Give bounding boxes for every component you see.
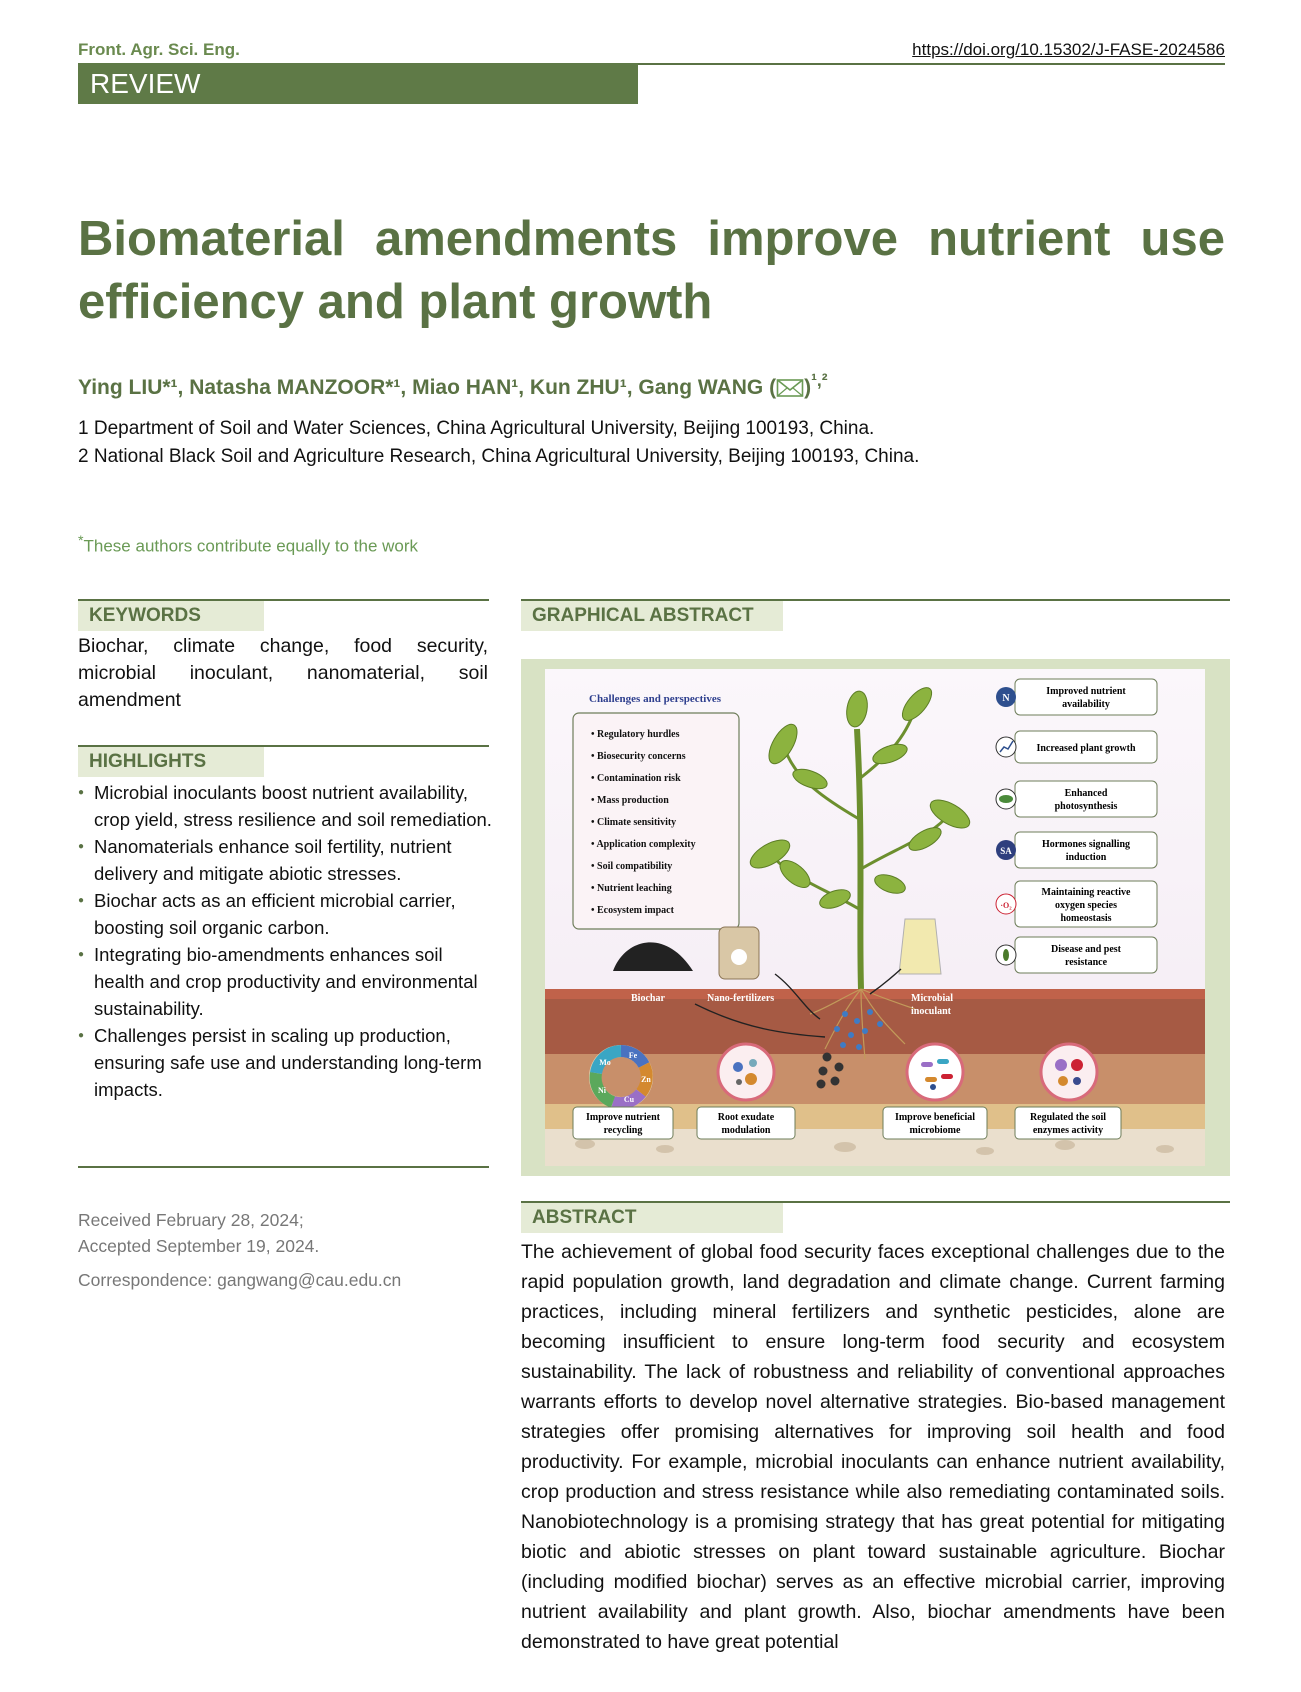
journal-name: Front. Agr. Sci. Eng. (78, 40, 240, 59)
author-affil-sup: ¹,² (811, 370, 828, 390)
label-biochar: Biochar (631, 993, 665, 1004)
svg-text:Zn: Zn (641, 1075, 651, 1084)
doi-link[interactable]: https://doi.org/10.15302/J-FASE-2024586 (912, 40, 1225, 59)
abstract-heading: ABSTRACT (521, 1203, 783, 1233)
svg-text:Improve nutrient: Improve nutrient (586, 1112, 660, 1123)
article-type-banner: REVIEW (78, 63, 638, 104)
highlights-list (78, 779, 498, 1103)
affiliation-2: 2 National Black Soil and Agriculture Research, China Agricultural University, Beijing 100193, China. (78, 446, 920, 467)
svg-text:Fe: Fe (628, 1051, 638, 1060)
challenge-item: • Contamination risk (591, 773, 681, 784)
root-exudate-icon (718, 1044, 774, 1100)
highlights-heading: HIGHLIGHTS (78, 747, 264, 777)
bag-emblem (731, 949, 747, 965)
accepted-date: Accepted September 19, 2024. (78, 1236, 320, 1256)
graphical-abstract-figure (545, 669, 1205, 1166)
svg-text:·O₂: ·O₂ (1000, 901, 1012, 910)
abstract-text: The achievement of global food security faces exceptional challenges due to the rapid population growth, land degradation and climate change. Current farming practices, including mineral fertilizers and synthetic pesticides, alone are becoming insufficient to ensure long-term food security and ecosystem sustainability. The lack of robustness and reliability of conventional approaches warrants efforts to develop novel alternative strategies. Bio-based management strategies offer promising alternatives for improving soil health and food productivity. For example, microbial inoculants can enhance nutrient availability, crop production and stress resistance while also remediating contaminated soils. Nanobiotechnology is a promising strategy that has great potential for mitigating biotic and abiotic stresses on plant toward sustainable agriculture. Biochar (including modified biochar) serves as an effective microbial carrier, improving nutrient availability and plant growth. Also, biochar amendments have been demonstrated to have great potential (521, 1241, 1225, 1653)
soil-layer-1 (545, 999, 1205, 1054)
soil-effect-box (1015, 1107, 1121, 1139)
challenge-item: • Mass production (591, 795, 669, 806)
asterisk: * (78, 533, 84, 549)
keywords-text: Biochar, climate change, food security, microbial inoculant, nanomaterial, soil amendment (78, 635, 488, 711)
author-list (78, 370, 828, 400)
benefit-item (996, 832, 1157, 868)
highlight-item: ● Nanomaterials enhance soil fertility, nutrient delivery and mitigate abiotic stresses. (78, 833, 498, 887)
affiliation-1: 1 Department of Soil and Water Sciences, China Agricultural University, Beijing 100193, China. (78, 418, 875, 439)
soil-effect-box (573, 1107, 673, 1139)
challenge-item: • Application complexity (591, 839, 696, 850)
highlight-item: ● Challenges persist in scaling up production, ensuring safe use and understanding long-term impacts. (78, 1022, 498, 1103)
email-icon-wrap[interactable]: ( ) (769, 376, 812, 399)
author-names: Ying LIU*¹, Natasha MANZOOR*¹, Miao HAN¹, Kun ZHU¹, Gang WANG (78, 376, 764, 399)
svg-text:Increased plant growth: Increased plant growth (1036, 743, 1136, 754)
label-microbial: Microbial (911, 993, 954, 1004)
label-nano-fertilizers: Nano-fertilizers (707, 993, 775, 1004)
correspondence: Correspondence: gangwang@cau.edu.cn (78, 1270, 402, 1290)
benefit-item (996, 881, 1157, 927)
microbiome-icon (907, 1044, 963, 1100)
challenge-item: • Ecosystem impact (591, 905, 674, 916)
svg-text:Hormones signalling: Hormones signalling (1041, 839, 1131, 850)
svg-text:Root exudate: Root exudate (717, 1112, 775, 1123)
svg-text:induction: induction (1065, 852, 1107, 863)
graphical-abstract (521, 659, 1230, 1176)
svg-text:Improved nutrient: Improved nutrient (1046, 686, 1126, 697)
article-title: Biomaterial amendments improve nutrient use efficiency and plant growth (78, 212, 1225, 329)
envelope-icon[interactable] (776, 378, 804, 398)
svg-text:N: N (1002, 693, 1010, 704)
svg-text:availability: availability (1062, 699, 1110, 710)
highlight-item: ● Biochar acts as an efficient microbial carrier, boosting soil organic carbon. (78, 887, 498, 941)
svg-text:Enhanced: Enhanced (1064, 788, 1108, 799)
svg-text:modulation: modulation (721, 1125, 771, 1136)
benefit-item (996, 781, 1157, 817)
svg-text:Disease and pest: Disease and pest (1050, 944, 1122, 955)
equal-contribution-note: *These authors contribute equally to the work (78, 533, 419, 556)
svg-text:microbiome: microbiome (909, 1125, 961, 1136)
challenge-item: • Biosecurity concerns (591, 751, 686, 762)
highlight-item: ● Integrating bio-amendments enhances soil health and crop productivity and environmental sustainability. (78, 941, 498, 1022)
challenge-item: • Soil compatibility (591, 861, 673, 872)
svg-text:resistance: resistance (1064, 957, 1108, 968)
inoculant-beaker (899, 919, 941, 974)
svg-text:recycling: recycling (603, 1125, 643, 1136)
benefit-item (996, 731, 1157, 763)
svg-text:Mo: Mo (599, 1058, 611, 1067)
svg-text:homeostasis: homeostasis (1060, 913, 1112, 924)
svg-text:Regulated the soil: Regulated the soil (1029, 1112, 1107, 1123)
challenge-item: • Regulatory hurdles (591, 729, 680, 740)
svg-text:Maintaining reactive: Maintaining reactive (1041, 887, 1131, 898)
highlights-bottom-rule (78, 1166, 489, 1168)
soil-effect-box (697, 1107, 795, 1139)
svg-text:SA: SA (1000, 846, 1012, 856)
soil-effect-box (883, 1107, 987, 1139)
growth-chart-icon (996, 737, 1016, 757)
svg-text:Cu: Cu (623, 1095, 635, 1104)
challenge-item: • Climate sensitivity (591, 817, 677, 828)
svg-text:oxygen species: oxygen species (1055, 900, 1117, 911)
highlight-item: ● Microbial inoculants boost nutrient availability, crop yield, stress resilience and soil remediation. (78, 779, 498, 833)
enzymes-icon (1041, 1044, 1097, 1100)
benefit-item (996, 679, 1157, 715)
keywords-heading: KEYWORDS (78, 601, 264, 631)
challenge-item: • Nutrient leaching (591, 883, 672, 894)
svg-text:photosynthesis: photosynthesis (1054, 801, 1118, 812)
received-date: Received February 28, 2024; (78, 1210, 304, 1230)
svg-text:Ni: Ni (598, 1086, 606, 1095)
ga-heading: GRAPHICAL ABSTRACT (521, 601, 783, 631)
svg-text:Improve beneficial: Improve beneficial (894, 1112, 976, 1123)
benefit-item (996, 937, 1157, 973)
challenges-title: Challenges and perspectives (589, 693, 721, 705)
label-inoculant: inoculant (911, 1006, 952, 1017)
svg-text:enzymes activity: enzymes activity (1032, 1125, 1104, 1136)
